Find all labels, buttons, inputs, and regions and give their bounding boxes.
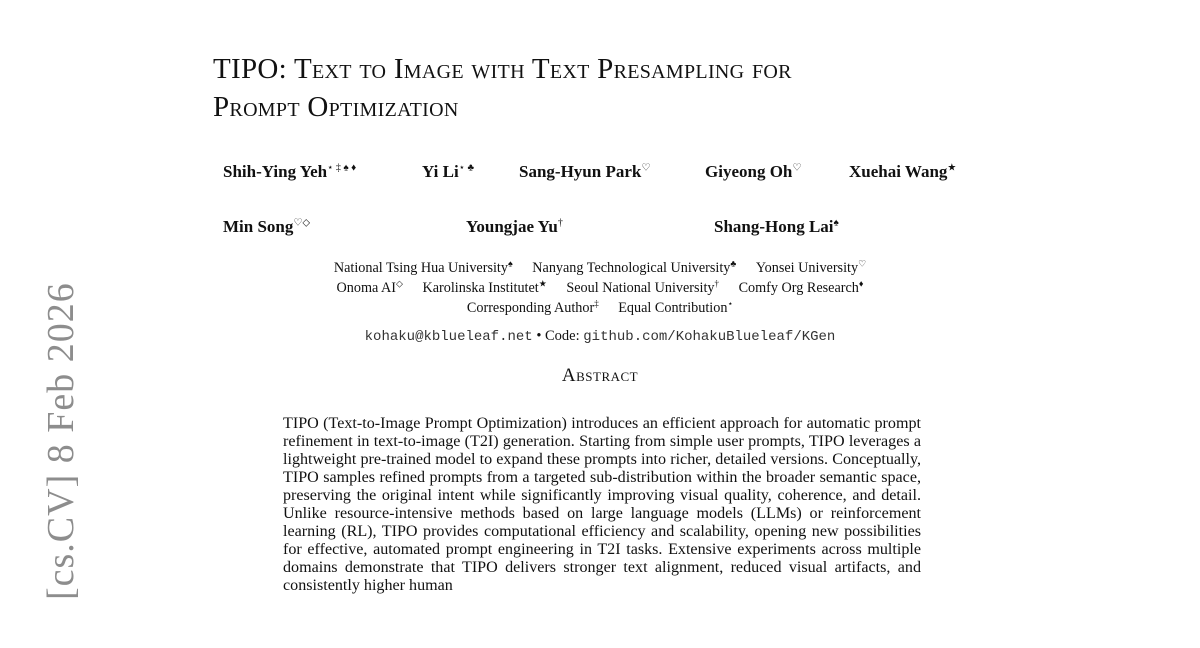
title-line-1: TIPO: Text to Image with Text Presampling for [213, 53, 792, 85]
author-min-song: Min Song♡◇ [223, 217, 311, 236]
abstract-text: TIPO (Text-to-Image Prompt Optimization) introduces an efficient approach for automatic prompt refinement in text-to-image (T2I) generation. Starting from simple user prompts, TIPO leverages a lightweight pre-trained model to expand these prompts into richer, detailed versions. Conceptually, TIPO samples refined prompts from a targeted sub-distribution within the broader semantic space, preserving the original intent while significantly improving visual quality, coherence, and detail. Unlike resource-intensive methods based on large language models (LLMs) or reinforcement learning (RL), TIPO provides computational efficiency and scalability, opening new possibilities for effective, automated prompt engineering in T2I tasks. Extensive experiments across multiple domains demonstrate that TIPO delivers stronger text alignment, reduced visual artifacts, and consistently higher human [283, 415, 921, 594]
author-giyeong-oh: Giyeong Oh♡ [705, 162, 802, 181]
code-link[interactable]: github.com/KohakuBlueleaf/KGen [583, 329, 836, 345]
author-shang-hong-lai: Shang-Hong Lai♠ [714, 217, 839, 236]
abstract-heading: Abstract [561, 365, 639, 386]
separator-dot: • [536, 328, 542, 344]
author-sang-hyun-park: Sang-Hyun Park♡ [519, 162, 651, 181]
contact-line [0, 328, 1200, 345]
affiliation: Yonsei University♡ [755, 258, 867, 276]
author-shih-ying-yeh: Shih-Ying Yeh⋆ ‡ ♠ ♦ [223, 162, 357, 181]
affiliation: Comfy Org Research♦ [738, 278, 864, 296]
affiliation: Karolinska Institutet★ [422, 278, 547, 296]
affiliation: National Tsing Hua University♠ [333, 258, 513, 276]
affiliations-line-3 [0, 298, 1200, 318]
footnote-key: Equal Contribution⋆ [618, 298, 734, 316]
author-youngjae-yu: Youngjae Yu† [466, 217, 563, 236]
affiliations-line-2 [0, 278, 1200, 298]
author-yi-li: Yi Li⋆ ♣ [422, 162, 475, 181]
code-label: Code: [545, 328, 580, 344]
affiliation: Onoma AI◇ [336, 278, 403, 296]
paper-title [213, 50, 1033, 126]
email-link[interactable]: kohaku@kblueleaf.net [364, 329, 533, 345]
affiliation: Seoul National University† [566, 278, 720, 296]
footnote-key: Corresponding Author‡ [466, 298, 599, 316]
affiliation: Nanyang Technological University♣ [532, 258, 737, 276]
affiliations-line-1 [0, 258, 1200, 278]
author-xuehai-wang: Xuehai Wang★ [849, 162, 957, 181]
title-line-2: Prompt Optimization [213, 91, 459, 123]
arxiv-stamp: [cs.CV] 8 Feb 2026 [40, 282, 82, 600]
